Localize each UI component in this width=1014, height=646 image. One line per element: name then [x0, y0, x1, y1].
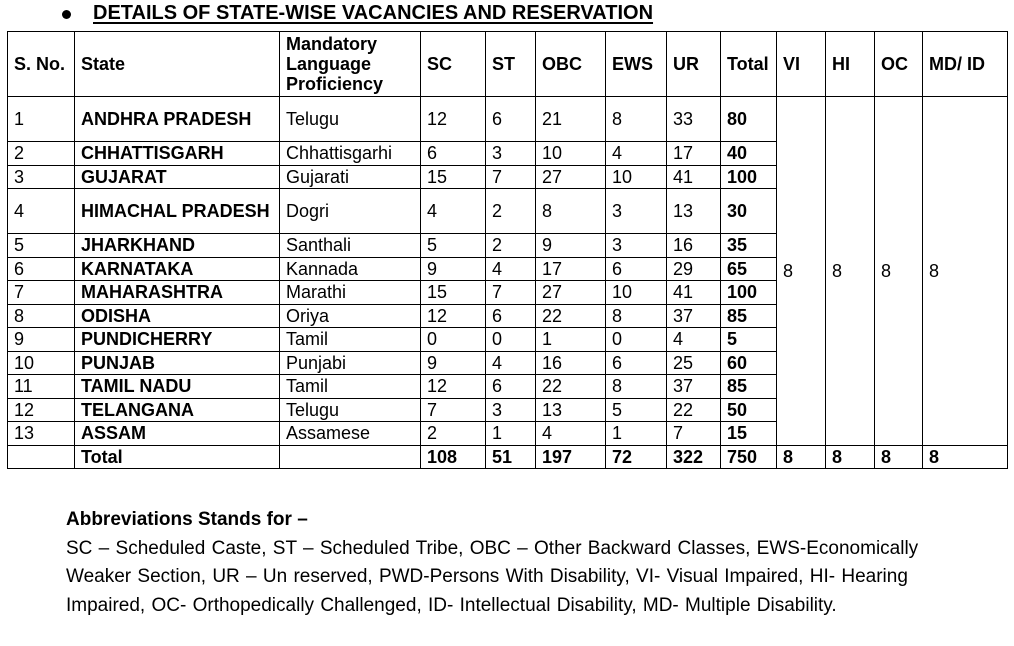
cell-sno: 4	[8, 189, 75, 234]
table-body	[8, 97, 1008, 469]
cell-sc: 5	[421, 234, 486, 258]
abbreviations-section	[66, 506, 946, 620]
cell-st: 7	[486, 165, 536, 189]
cell-pwd-vi: 8	[777, 97, 826, 446]
header-hi: HI	[826, 32, 875, 97]
cell-sno: 1	[8, 97, 75, 142]
cell-total: 85	[721, 375, 777, 399]
cell-ews: 4	[606, 142, 667, 166]
bullet-icon	[62, 10, 71, 19]
cell-sno: 7	[8, 281, 75, 305]
cell-ur: 37	[667, 304, 721, 328]
totals-row	[8, 445, 1008, 469]
header-sc: SC	[421, 32, 486, 97]
cell-pwd-oc: 8	[875, 97, 923, 446]
header-mdid: MD/ ID	[923, 32, 1008, 97]
cell-ur: 16	[667, 234, 721, 258]
cell-state: KARNATAKA	[75, 257, 280, 281]
total-cell-label: Total	[75, 445, 280, 469]
cell-total: 15	[721, 422, 777, 446]
cell-state: ANDHRA PRADESH	[75, 97, 280, 142]
cell-sc: 15	[421, 281, 486, 305]
cell-state: MAHARASHTRA	[75, 281, 280, 305]
cell-sno: 10	[8, 351, 75, 375]
cell-st: 4	[486, 351, 536, 375]
header-language: Mandatory Language Proficiency	[280, 32, 421, 97]
total-cell-empty	[280, 445, 421, 469]
cell-total: 80	[721, 97, 777, 142]
cell-obc: 17	[536, 257, 606, 281]
cell-obc: 10	[536, 142, 606, 166]
cell-ews: 8	[606, 304, 667, 328]
cell-obc: 13	[536, 398, 606, 422]
table-row	[8, 97, 1008, 142]
cell-ews: 0	[606, 328, 667, 352]
cell-sc: 9	[421, 351, 486, 375]
cell-sc: 9	[421, 257, 486, 281]
cell-ur: 13	[667, 189, 721, 234]
cell-ews: 8	[606, 97, 667, 142]
total-cell-obc: 197	[536, 445, 606, 469]
cell-total: 100	[721, 165, 777, 189]
abbreviations-title: Abbreviations Stands for –	[66, 509, 308, 530]
total-cell-sc: 108	[421, 445, 486, 469]
total-cell-ews: 72	[606, 445, 667, 469]
table-header-row	[8, 32, 1008, 97]
cell-language: Oriya	[280, 304, 421, 328]
cell-obc: 1	[536, 328, 606, 352]
cell-ur: 33	[667, 97, 721, 142]
cell-total: 5	[721, 328, 777, 352]
header-sno: S. No.	[8, 32, 75, 97]
cell-language: Telugu	[280, 97, 421, 142]
cell-state: HIMACHAL PRADESH	[75, 189, 280, 234]
cell-obc: 8	[536, 189, 606, 234]
total-cell-mdid: 8	[923, 445, 1008, 469]
cell-obc: 4	[536, 422, 606, 446]
total-cell-oc: 8	[875, 445, 923, 469]
cell-st: 0	[486, 328, 536, 352]
cell-sno: 9	[8, 328, 75, 352]
cell-sc: 12	[421, 97, 486, 142]
cell-language: Dogri	[280, 189, 421, 234]
cell-st: 6	[486, 97, 536, 142]
cell-state: CHHATTISGARH	[75, 142, 280, 166]
cell-sc: 12	[421, 375, 486, 399]
cell-ur: 22	[667, 398, 721, 422]
cell-total: 60	[721, 351, 777, 375]
cell-language: Marathi	[280, 281, 421, 305]
cell-sc: 4	[421, 189, 486, 234]
cell-sno: 2	[8, 142, 75, 166]
cell-sc: 7	[421, 398, 486, 422]
cell-ews: 10	[606, 281, 667, 305]
total-cell-st: 51	[486, 445, 536, 469]
cell-ur: 29	[667, 257, 721, 281]
cell-sc: 2	[421, 422, 486, 446]
cell-sno: 6	[8, 257, 75, 281]
cell-ews: 3	[606, 189, 667, 234]
cell-ur: 25	[667, 351, 721, 375]
header-obc: OBC	[536, 32, 606, 97]
cell-ews: 10	[606, 165, 667, 189]
total-cell-vi: 8	[777, 445, 826, 469]
cell-language: Punjabi	[280, 351, 421, 375]
cell-st: 6	[486, 304, 536, 328]
cell-st: 2	[486, 189, 536, 234]
cell-pwd-mdid: 8	[923, 97, 1008, 446]
cell-state: PUNDICHERRY	[75, 328, 280, 352]
cell-st: 7	[486, 281, 536, 305]
heading-title: DETAILS OF STATE-WISE VACANCIES AND RESERVATION	[93, 1, 654, 24]
cell-ews: 6	[606, 351, 667, 375]
cell-language: Santhali	[280, 234, 421, 258]
cell-sc: 0	[421, 328, 486, 352]
cell-language: Assamese	[280, 422, 421, 446]
cell-sno: 5	[8, 234, 75, 258]
header-ews: EWS	[606, 32, 667, 97]
cell-ur: 41	[667, 165, 721, 189]
cell-pwd-hi: 8	[826, 97, 875, 446]
abbreviations-body: SC – Scheduled Caste, ST – Scheduled Tribe, OBC – Other Backward Classes, EWS-Economically Weaker Section, UR – Un reserved, PWD-Persons With Disability, VI- Visual Impaired, HI- Hearing Impaired, OC- Orthopedically Challenged, ID- Intellectual Disability, MD- Multiple Disability.	[66, 537, 919, 616]
cell-obc: 22	[536, 375, 606, 399]
cell-ur: 4	[667, 328, 721, 352]
cell-ur: 41	[667, 281, 721, 305]
cell-sno: 3	[8, 165, 75, 189]
cell-total: 65	[721, 257, 777, 281]
vacancy-table	[7, 31, 1008, 469]
header-st: ST	[486, 32, 536, 97]
cell-obc: 27	[536, 165, 606, 189]
cell-obc: 27	[536, 281, 606, 305]
cell-language: Tamil	[280, 328, 421, 352]
cell-total: 35	[721, 234, 777, 258]
cell-sno: 12	[8, 398, 75, 422]
cell-language: Tamil	[280, 375, 421, 399]
cell-sc: 12	[421, 304, 486, 328]
cell-state: TAMIL NADU	[75, 375, 280, 399]
header-vi: VI	[777, 32, 826, 97]
cell-st: 1	[486, 422, 536, 446]
cell-ews: 5	[606, 398, 667, 422]
cell-st: 3	[486, 398, 536, 422]
cell-state: TELANGANA	[75, 398, 280, 422]
cell-state: JHARKHAND	[75, 234, 280, 258]
total-cell-empty	[8, 445, 75, 469]
header-ur: UR	[667, 32, 721, 97]
cell-obc: 9	[536, 234, 606, 258]
header-total: Total	[721, 32, 777, 97]
cell-total: 85	[721, 304, 777, 328]
cell-ur: 37	[667, 375, 721, 399]
cell-language: Gujarati	[280, 165, 421, 189]
cell-total: 50	[721, 398, 777, 422]
cell-st: 2	[486, 234, 536, 258]
total-cell-total: 750	[721, 445, 777, 469]
cell-state: PUNJAB	[75, 351, 280, 375]
cell-language: Chhattisgarhi	[280, 142, 421, 166]
cell-language: Kannada	[280, 257, 421, 281]
cell-st: 3	[486, 142, 536, 166]
cell-ews: 1	[606, 422, 667, 446]
cell-ur: 17	[667, 142, 721, 166]
cell-obc: 16	[536, 351, 606, 375]
cell-obc: 22	[536, 304, 606, 328]
cell-ews: 6	[606, 257, 667, 281]
cell-st: 4	[486, 257, 536, 281]
total-cell-hi: 8	[826, 445, 875, 469]
cell-sno: 8	[8, 304, 75, 328]
cell-st: 6	[486, 375, 536, 399]
cell-language: Telugu	[280, 398, 421, 422]
cell-total: 100	[721, 281, 777, 305]
cell-state: GUJARAT	[75, 165, 280, 189]
cell-total: 30	[721, 189, 777, 234]
cell-sno: 13	[8, 422, 75, 446]
cell-ews: 8	[606, 375, 667, 399]
cell-state: ASSAM	[75, 422, 280, 446]
cell-sno: 11	[8, 375, 75, 399]
cell-sc: 6	[421, 142, 486, 166]
cell-ews: 3	[606, 234, 667, 258]
section-heading	[62, 0, 653, 26]
cell-obc: 21	[536, 97, 606, 142]
total-cell-ur: 322	[667, 445, 721, 469]
cell-total: 40	[721, 142, 777, 166]
header-state: State	[75, 32, 280, 97]
cell-sc: 15	[421, 165, 486, 189]
cell-ur: 7	[667, 422, 721, 446]
header-oc: OC	[875, 32, 923, 97]
cell-state: ODISHA	[75, 304, 280, 328]
